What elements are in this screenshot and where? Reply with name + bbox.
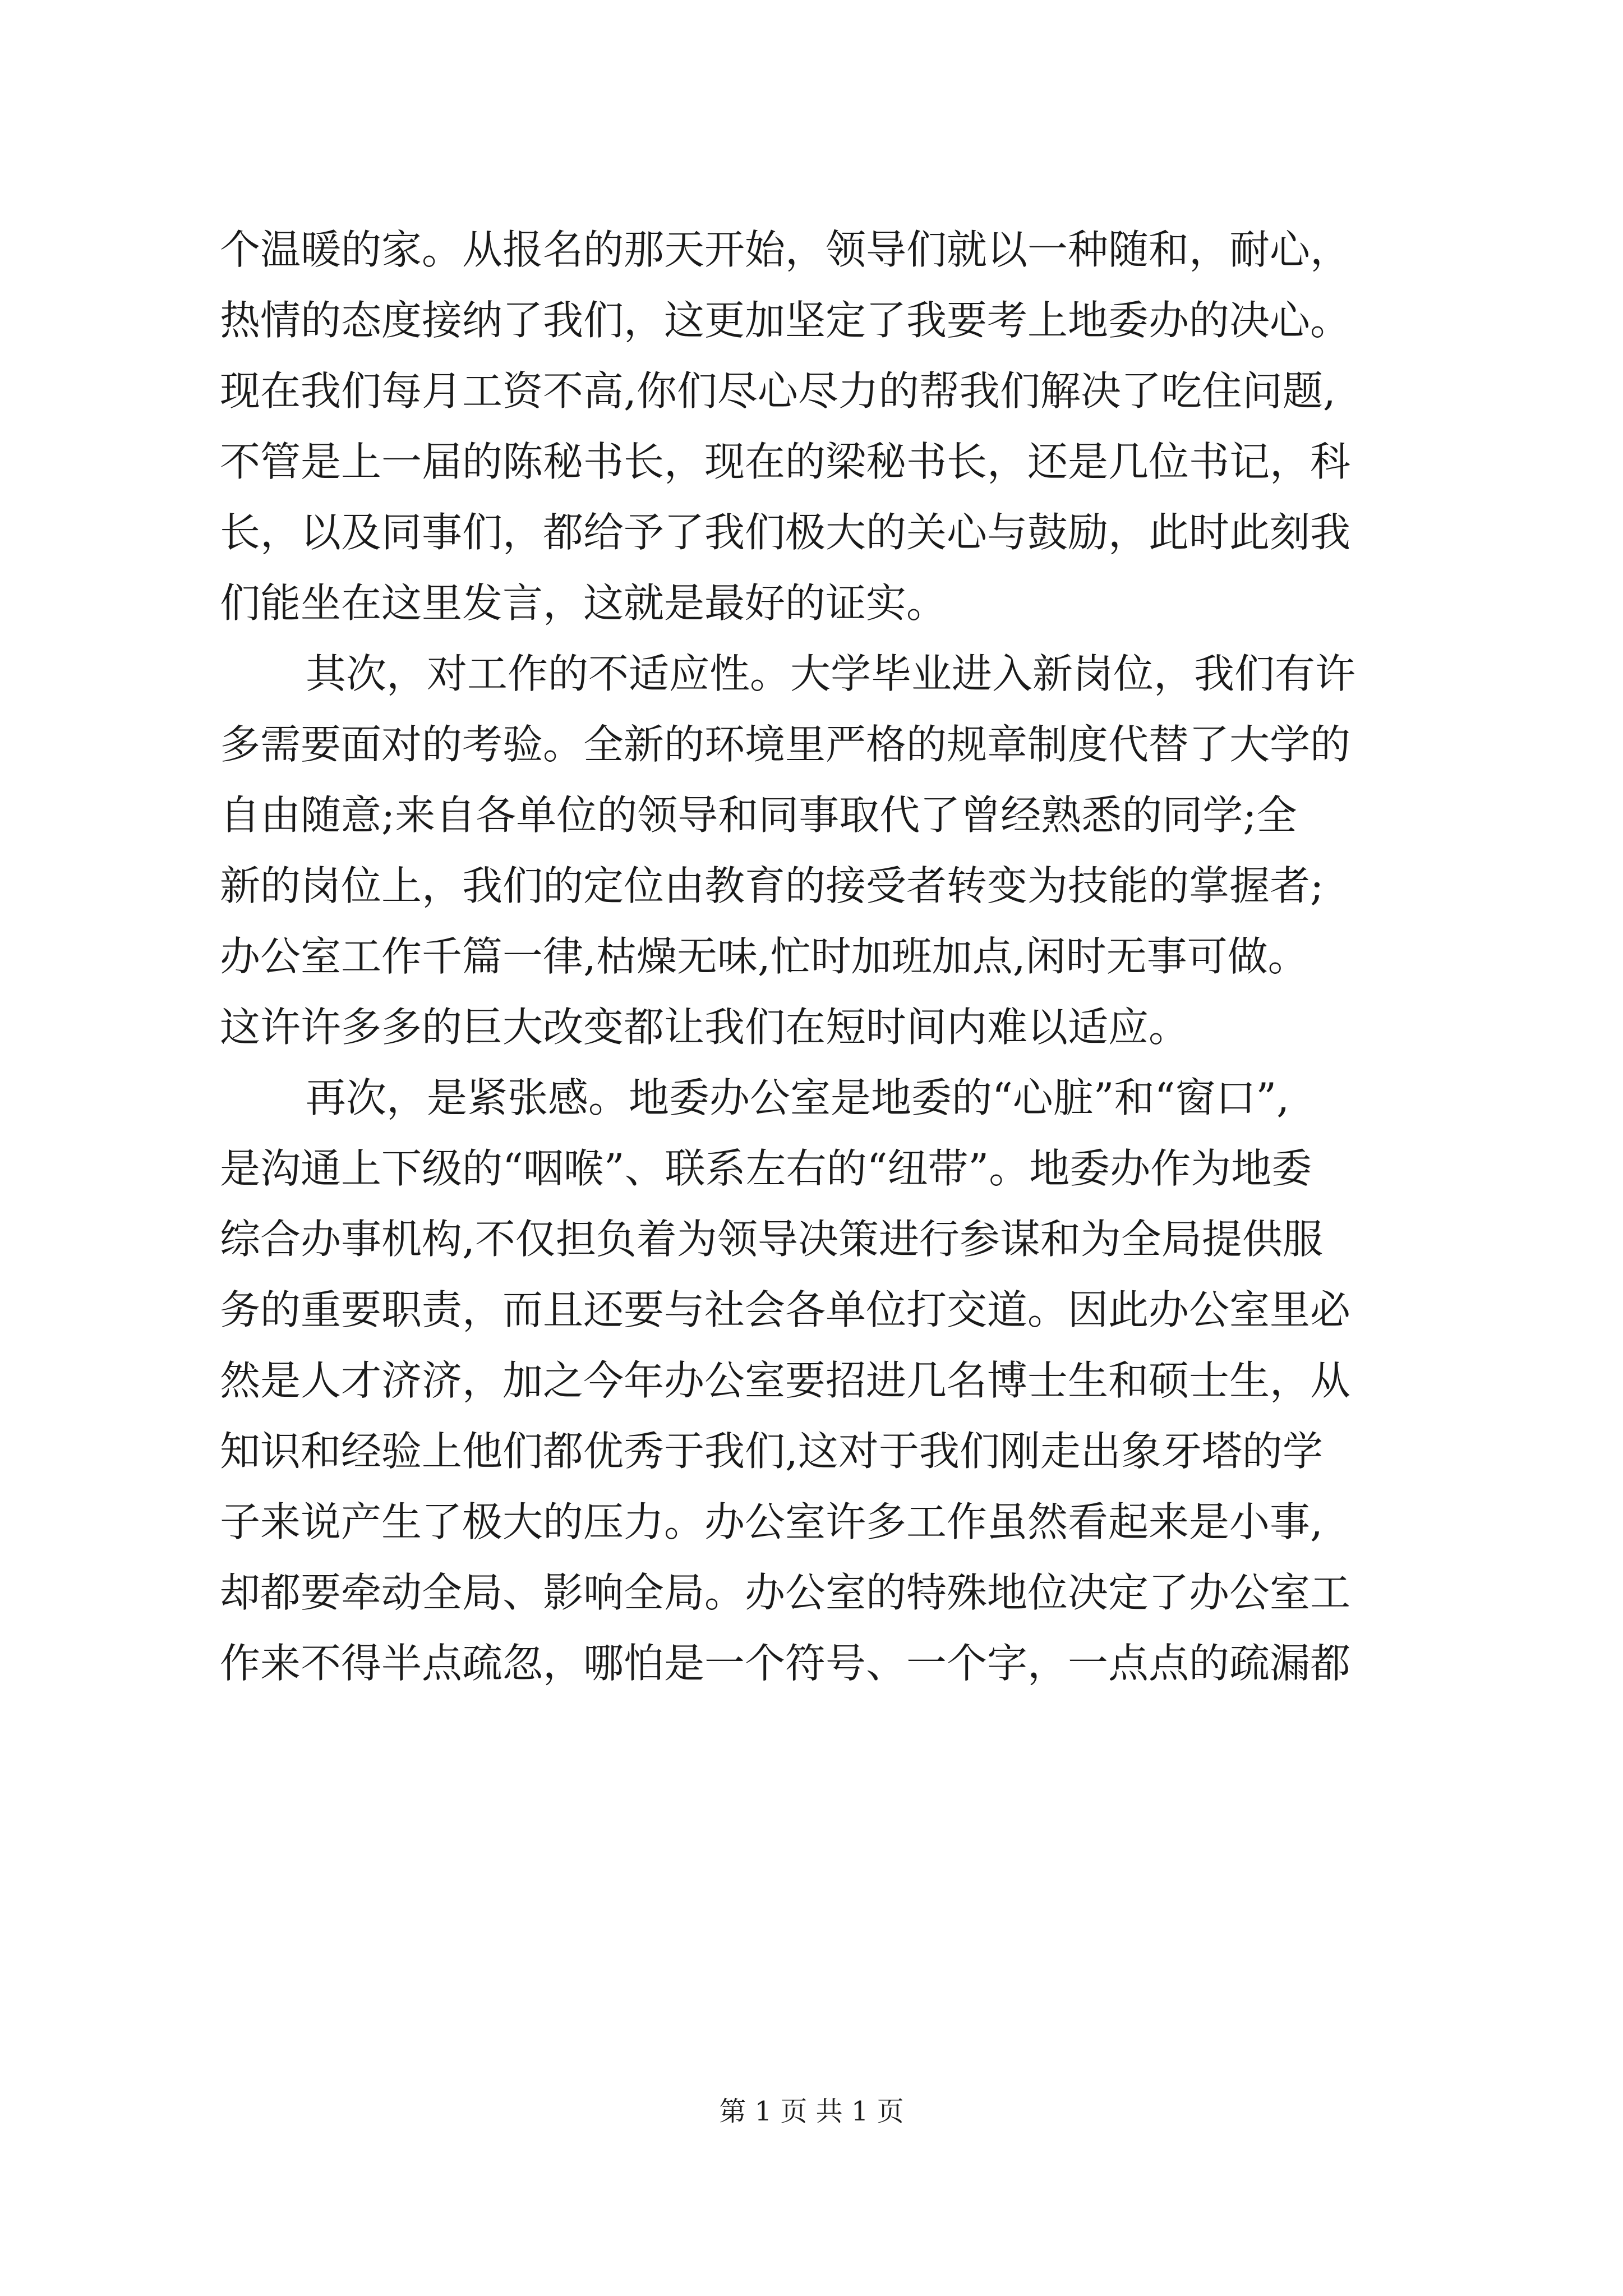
text-line: 新的岗位上，我们的定位由教育的接受者转变为技能的掌握者; bbox=[220, 862, 1324, 909]
page-number-footer: 第 1 页 共 1 页 bbox=[719, 2096, 904, 2127]
text-line: 热情的态度接纳了我们，这更加坚定了我要考上地委办的决心。 bbox=[220, 297, 1351, 344]
text-line: 多需要面对的考验。全新的环境里严格的规章制度代替了大学的 bbox=[220, 721, 1351, 768]
text-line: 综合办事机构,不仅担负着为领导决策进行参谋和为全局提供服 bbox=[220, 1216, 1323, 1263]
text-line: 办公室工作千篇一律,枯燥无味,忙时加班加点,闲时无事可做。 bbox=[220, 933, 1308, 980]
text-line: 务的重要职责，而且还要与社会各单位打交道。因此办公室里必 bbox=[220, 1286, 1351, 1333]
text-line: 长，以及同事们，都给予了我们极大的关心与鼓励，此时此刻我 bbox=[220, 509, 1351, 556]
text-line: 知识和经验上他们都优秀于我们,这对于我们刚走出象牙塔的学 bbox=[220, 1428, 1323, 1475]
paragraph-start-line: 再次，是紧张感。地委办公室是地委的“心脏”和“窗口”, bbox=[306, 1074, 1290, 1121]
text-line: 却都要牵动全局、影响全局。办公室的特殊地位决定了办公室工 bbox=[220, 1569, 1351, 1616]
paragraph-start-line: 其次，对工作的不适应性。大学毕业进入新岗位，我们有许 bbox=[306, 650, 1356, 697]
text-line: 作来不得半点疏忽，哪怕是一个符号、一个字，一点点的疏漏都 bbox=[220, 1640, 1351, 1687]
text-line: 子来说产生了极大的压力。办公室许多工作虽然看起来是小事, bbox=[220, 1498, 1323, 1545]
text-line: 是沟通上下级的“咽喉”、联系左右的“纽带”。地委办作为地委 bbox=[220, 1145, 1312, 1192]
text-line: 这许许多多的巨大改变都让我们在短时间内难以适应。 bbox=[220, 1004, 1189, 1051]
text-line: 个温暖的家。从报名的那天开始，领导们就以一种随和，耐心， bbox=[220, 226, 1351, 273]
text-line: 自由随意;来自各单位的领导和同事取代了曾经熟悉的同学;全 bbox=[220, 792, 1297, 839]
text-line: 现在我们每月工资不高,你们尽心尽力的帮我们解决了吃住问题, bbox=[220, 367, 1336, 415]
text-line: 们能坐在这里发言，这就是最好的证实。 bbox=[220, 579, 947, 627]
document-body bbox=[220, 214, 1473, 1699]
text-line: 不管是上一届的陈秘书长，现在的梁秘书长，还是几位书记，科 bbox=[220, 438, 1351, 485]
text-line: 然是人才济济，加之今年办公室要招进几名博士生和硕士生，从 bbox=[220, 1357, 1351, 1404]
